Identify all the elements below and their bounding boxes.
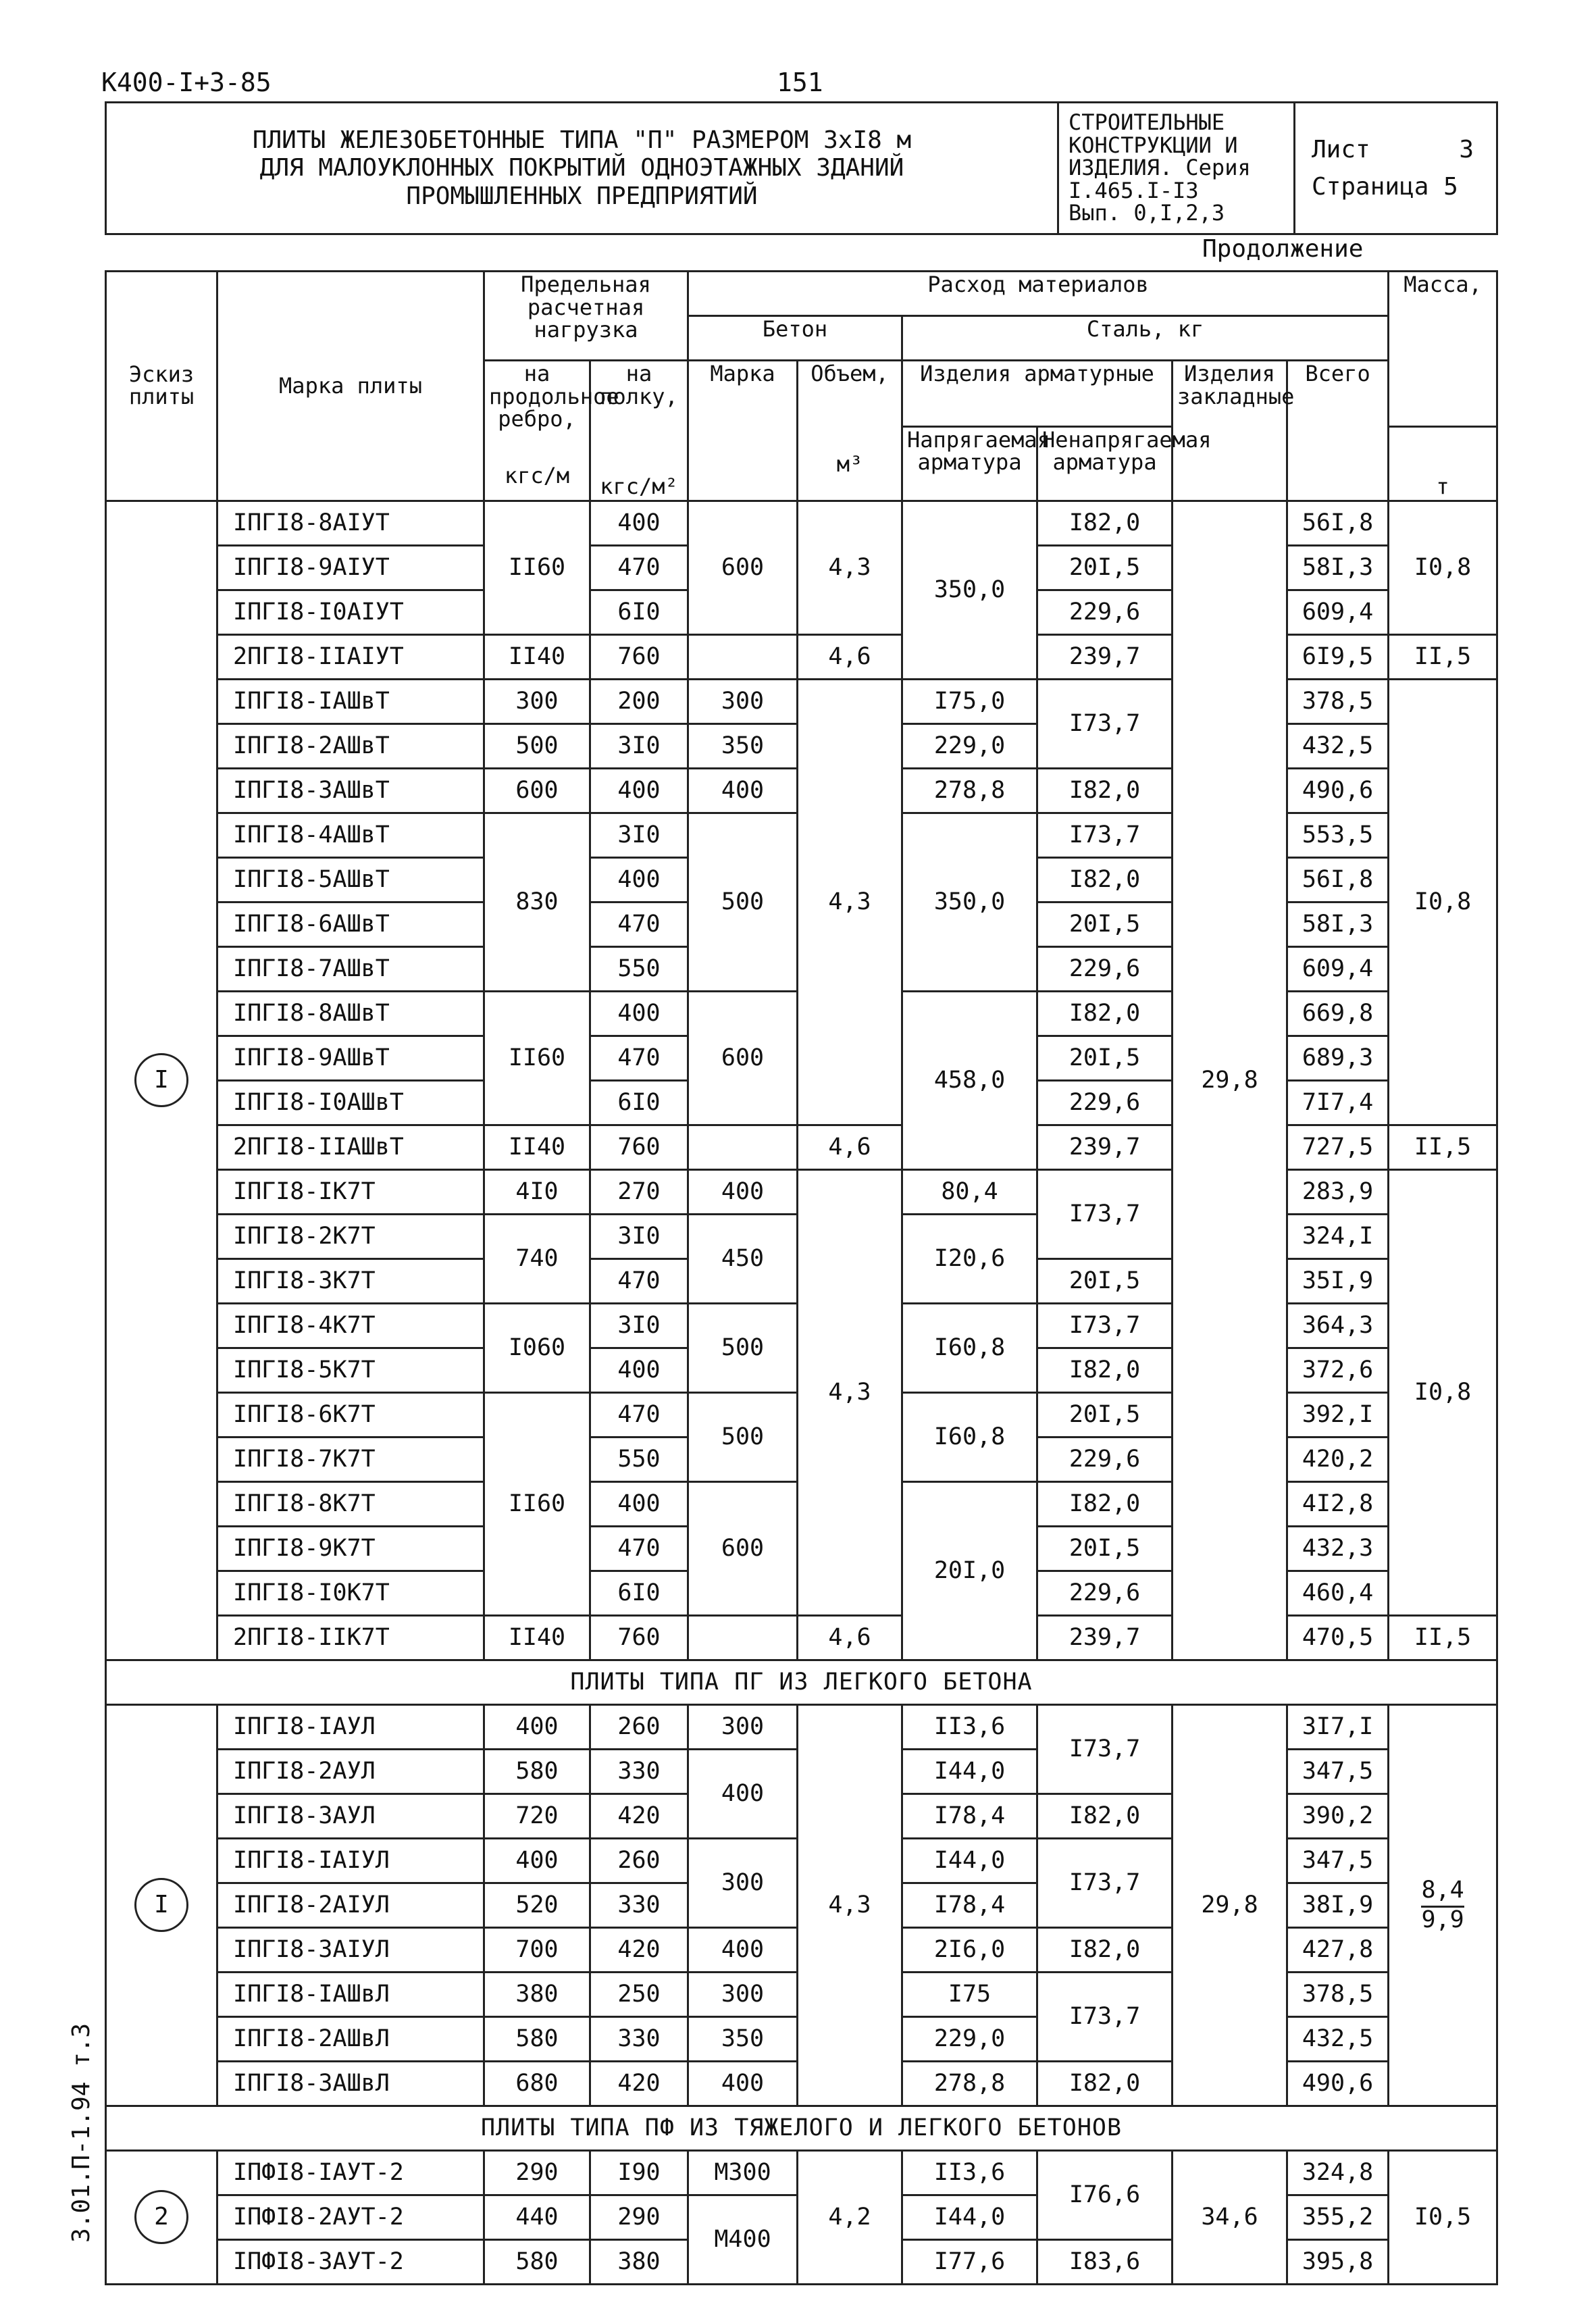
- cell-shelf: 200: [590, 679, 688, 723]
- table-row: [106, 1704, 1497, 1749]
- col-mark: Марка плиты: [217, 272, 484, 501]
- cell-pre: 2I6,0: [902, 1927, 1037, 1972]
- cell-grade: М300: [688, 2150, 798, 2195]
- cell-pre: I44,0: [902, 2195, 1037, 2239]
- sketch-number-icon: I: [134, 1878, 188, 1932]
- cell-shelf: 420: [590, 1794, 688, 1838]
- document-title: [106, 103, 1058, 234]
- page-number: 151: [777, 68, 823, 97]
- cell-shelf: 260: [590, 1704, 688, 1749]
- cell-rib: 300: [484, 679, 590, 723]
- cell-pre: I60,8: [902, 1303, 1037, 1392]
- cell-non: 20I,5: [1037, 1392, 1173, 1437]
- cell-rib: II40: [484, 634, 590, 679]
- table-row: [106, 679, 1497, 723]
- cell-pre: II3,6: [902, 1704, 1037, 1749]
- mass-value-bottom: 9,9: [1421, 1906, 1464, 1933]
- cell-shelf: 250: [590, 1972, 688, 2016]
- cell-rib: II60: [484, 501, 590, 634]
- cell-total: 609,4: [1287, 946, 1389, 991]
- plate-mark: IПФI8-IАУТ-2: [217, 2150, 484, 2195]
- col-concrete: Бетон: [688, 316, 902, 361]
- cell-pre: II3,6: [902, 2150, 1037, 2195]
- cell-rib: 740: [484, 1214, 590, 1303]
- cell-non: I82,0: [1037, 1927, 1173, 1972]
- cell-total: 58I,3: [1287, 902, 1389, 946]
- cell-total: 347,5: [1287, 1749, 1389, 1794]
- col-embedded: Изделия закладные: [1173, 361, 1287, 501]
- cell-pre: 350,0: [902, 501, 1037, 679]
- cell-pre: 229,0: [902, 2016, 1037, 2061]
- cell-total: 372,6: [1287, 1348, 1389, 1392]
- cell-shelf: 420: [590, 2061, 688, 2106]
- cell-rib: II40: [484, 1615, 590, 1660]
- cell-rib: 680: [484, 2061, 590, 2106]
- cell-pre: I44,0: [902, 1749, 1037, 1794]
- cell-non: 20I,5: [1037, 545, 1173, 590]
- cell-grade: 400: [688, 1169, 798, 1214]
- cell-rib: 580: [484, 2016, 590, 2061]
- table-row: [106, 1125, 1497, 1169]
- cell-pre: I60,8: [902, 1392, 1037, 1481]
- cell-grade: 600: [688, 991, 798, 1125]
- plate-mark: IПГI8-3АIУЛ: [217, 1927, 484, 1972]
- mass-value-top: 8,4: [1421, 1878, 1464, 1908]
- concrete-volume-label: Объем,: [810, 361, 889, 386]
- plate-mark: IПГI8-I0АIУТ: [217, 590, 484, 634]
- plate-mark: IПФI8-2АУТ-2: [217, 2195, 484, 2239]
- cell-total: 7I7,4: [1287, 1080, 1389, 1125]
- cell-non: I82,0: [1037, 768, 1173, 813]
- cell-total: 38I,9: [1287, 1883, 1389, 1927]
- cell-rib: II60: [484, 1392, 590, 1615]
- cell-pre: 458,0: [902, 991, 1037, 1169]
- sketch-number-icon: 2: [134, 2190, 188, 2244]
- plate-mark: IПГI8-IАШвТ: [217, 679, 484, 723]
- plate-mark: IПГI8-3АУЛ: [217, 1794, 484, 1838]
- cell-shelf: I90: [590, 2150, 688, 2195]
- plate-mark: IПГI8-7К7Т: [217, 1437, 484, 1481]
- cell-shelf: 6I0: [590, 590, 688, 634]
- cell-grade: 300: [688, 1838, 798, 1927]
- plate-mark: IПГI8-7АШвТ: [217, 946, 484, 991]
- col-load-shelf: [590, 361, 688, 501]
- cell-grade: 300: [688, 1972, 798, 2016]
- title-block: [105, 101, 1498, 235]
- cell-vol: 4,6: [798, 1125, 902, 1169]
- cell-pre: 80,4: [902, 1169, 1037, 1214]
- cell-total: 378,5: [1287, 679, 1389, 723]
- cell-total: 392,I: [1287, 1392, 1389, 1437]
- cell-rib: II40: [484, 1125, 590, 1169]
- cell-embedded: 29,8: [1173, 1704, 1287, 2106]
- cell-shelf: 470: [590, 545, 688, 590]
- cell-rib: 500: [484, 723, 590, 768]
- cell-rib: I060: [484, 1303, 590, 1392]
- sketch-cell: [106, 501, 217, 1660]
- sketch-cell: [106, 1704, 217, 2106]
- plate-mark: IПГI8-5К7Т: [217, 1348, 484, 1392]
- cell-shelf: 3I0: [590, 813, 688, 857]
- cell-non: I73,7: [1037, 1972, 1173, 2061]
- cell-shelf: 400: [590, 1481, 688, 1526]
- cell-total: 490,6: [1287, 768, 1389, 813]
- cell-grade: 350: [688, 723, 798, 768]
- cell-non: 20I,5: [1037, 1036, 1173, 1080]
- cell-non: 20I,5: [1037, 1526, 1173, 1571]
- table-row: [106, 501, 1497, 545]
- cell-shelf: 400: [590, 857, 688, 902]
- plate-mark: IПГI8-I0К7Т: [217, 1571, 484, 1615]
- cell-shelf: 380: [590, 2239, 688, 2284]
- cell-non: 239,7: [1037, 634, 1173, 679]
- cell-vol: 4,3: [798, 1169, 902, 1615]
- sheet-info: [1295, 103, 1497, 234]
- cell-pre: I78,4: [902, 1794, 1037, 1838]
- cell-shelf: 760: [590, 1615, 688, 1660]
- cell-non: 20I,5: [1037, 1258, 1173, 1303]
- cell-vol: 4,2: [798, 2150, 902, 2284]
- cell-vol: 4,6: [798, 1615, 902, 1660]
- cell-mass: I0,8: [1389, 501, 1497, 634]
- cell-rib: 400: [484, 1704, 590, 1749]
- section-heading: ПЛИТЫ ТИПА ПФ ИЗ ТЯЖЕЛОГО И ЛЕГКОГО БЕТОНОВ: [106, 2106, 1497, 2150]
- col-load-group: Предельная расчетная нагрузка: [484, 272, 688, 361]
- cell-rib: 290: [484, 2150, 590, 2195]
- plate-mark: 2ПГI8-IIАШвТ: [217, 1125, 484, 1169]
- col-prestressed: Напрягаемая арматура: [902, 426, 1037, 501]
- col-mass-unit: т: [1389, 426, 1497, 501]
- cell-rib: 580: [484, 2239, 590, 2284]
- cell-grade: 300: [688, 679, 798, 723]
- cell-vol: 4,3: [798, 1704, 902, 2106]
- plate-mark: IПГI8-2АШвЛ: [217, 2016, 484, 2061]
- plate-mark: IПГI8-3АШвТ: [217, 768, 484, 813]
- col-concrete-grade: Марка: [688, 361, 798, 501]
- cell-rib: 600: [484, 768, 590, 813]
- cell-shelf: 470: [590, 1036, 688, 1080]
- cell-shelf: 400: [590, 768, 688, 813]
- table-row: [106, 634, 1497, 679]
- section-heading: ПЛИТЫ ТИПА ПГ ИЗ ЛЕГКОГО БЕТОНА: [106, 1660, 1497, 1704]
- cell-grade: 450: [688, 1214, 798, 1303]
- cell-pre: I77,6: [902, 2239, 1037, 2284]
- cell-non: I82,0: [1037, 1481, 1173, 1526]
- cell-mass: I0,8: [1389, 679, 1497, 1125]
- load-rib-unit: кгс/м: [504, 462, 570, 488]
- cell-shelf: 6I0: [590, 1571, 688, 1615]
- cell-pre: I75: [902, 1972, 1037, 2016]
- col-total: Всего: [1287, 361, 1389, 501]
- cell-rib: 700: [484, 1927, 590, 1972]
- cell-pre: I20,6: [902, 1214, 1037, 1303]
- cell-grade: [688, 1125, 798, 1169]
- plate-mark: IПГI8-I0АШвТ: [217, 1080, 484, 1125]
- cell-grade: М400: [688, 2195, 798, 2284]
- cell-total: 364,3: [1287, 1303, 1389, 1348]
- plate-mark: IПГI8-4АШвТ: [217, 813, 484, 857]
- cell-grade: 400: [688, 768, 798, 813]
- cell-non: I83,6: [1037, 2239, 1173, 2284]
- col-concrete-volume: [798, 361, 902, 501]
- cell-total: 283,9: [1287, 1169, 1389, 1214]
- plate-mark: IПГI8-IК7Т: [217, 1169, 484, 1214]
- table-row: [106, 1615, 1497, 1660]
- plate-mark: IПГI8-IАУЛ: [217, 1704, 484, 1749]
- plate-mark: IПГI8-3АШвЛ: [217, 2061, 484, 2106]
- concrete-volume-unit: м³: [836, 451, 863, 477]
- cell-vol: 4,3: [798, 501, 902, 634]
- plate-mark: IПГI8-4К7Т: [217, 1303, 484, 1348]
- cell-pre: 20I,0: [902, 1481, 1037, 1660]
- cell-shelf: 400: [590, 991, 688, 1036]
- plate-mark: IПГI8-6К7Т: [217, 1392, 484, 1437]
- cell-shelf: 470: [590, 1526, 688, 1571]
- cell-non: I73,7: [1037, 1303, 1173, 1348]
- plate-mark: IПГI8-IАШвЛ: [217, 1972, 484, 2016]
- cell-rib: 400: [484, 1838, 590, 1883]
- cell-non: 20I,5: [1037, 902, 1173, 946]
- plate-mark: IПГI8-6АШвТ: [217, 902, 484, 946]
- cell-total: 324,I: [1287, 1214, 1389, 1258]
- cell-total: 395,8: [1287, 2239, 1389, 2284]
- cell-non: I73,7: [1037, 1169, 1173, 1258]
- cell-total: 420,2: [1287, 1437, 1389, 1481]
- sketch-cell: [106, 2150, 217, 2284]
- cell-shelf: 420: [590, 1927, 688, 1972]
- cell-pre: 278,8: [902, 2061, 1037, 2106]
- series-line: СТРОИТЕЛЬНЫЕ: [1069, 109, 1225, 136]
- cell-shelf: 290: [590, 2195, 688, 2239]
- load-shelf-label: на полку,: [600, 361, 678, 409]
- col-reinforcement: Изделия арматурные: [902, 361, 1173, 427]
- cell-rib: 580: [484, 1749, 590, 1794]
- cell-vol: 4,3: [798, 679, 902, 1125]
- cell-shelf: 3I0: [590, 723, 688, 768]
- col-nonprestressed: Ненапрягаемая арматура: [1037, 426, 1173, 501]
- cell-total: 432,3: [1287, 1526, 1389, 1571]
- cell-total: 378,5: [1287, 1972, 1389, 2016]
- cell-non: I82,0: [1037, 991, 1173, 1036]
- cell-total: 432,5: [1287, 723, 1389, 768]
- cell-grade: 400: [688, 1927, 798, 1972]
- cell-total: 669,8: [1287, 991, 1389, 1036]
- plate-mark: IПГI8-8К7Т: [217, 1481, 484, 1526]
- plate-mark: IПФI8-3АУТ-2: [217, 2239, 484, 2284]
- cell-total: 355,2: [1287, 2195, 1389, 2239]
- load-rib-label: на продольное ребро,: [489, 361, 619, 432]
- cell-total: 432,5: [1287, 2016, 1389, 2061]
- cell-total: 460,4: [1287, 1571, 1389, 1615]
- cell-shelf: 260: [590, 1838, 688, 1883]
- sheet-label: Лист: [1312, 135, 1370, 163]
- cell-total: 4I2,8: [1287, 1481, 1389, 1526]
- cell-grade: 300: [688, 1704, 798, 1749]
- document-code: К400-I+3-85: [101, 68, 272, 97]
- cell-shelf: 330: [590, 1749, 688, 1794]
- cell-total: 6I9,5: [1287, 634, 1389, 679]
- cell-mass: I0,5: [1389, 2150, 1497, 2284]
- title-line: ДЛЯ МАЛОУКЛОННЫХ ПОКРЫТИЙ ОДНОЭТАЖНЫХ ЗДАНИЙ: [259, 154, 904, 182]
- cell-non: I73,7: [1037, 1838, 1173, 1927]
- cell-total: 35I,9: [1287, 1258, 1389, 1303]
- cell-total: 324,8: [1287, 2150, 1389, 2195]
- cell-shelf: 330: [590, 2016, 688, 2061]
- cell-total: 58I,3: [1287, 545, 1389, 590]
- cell-total: 470,5: [1287, 1615, 1389, 1660]
- cell-shelf: 470: [590, 1258, 688, 1303]
- cell-grade: 350: [688, 2016, 798, 2061]
- col-load-rib: [484, 361, 619, 501]
- col-steel: Сталь, кг: [902, 316, 1389, 361]
- plate-mark: 2ПГI8-IIАIУТ: [217, 634, 484, 679]
- cell-shelf: 760: [590, 1125, 688, 1169]
- cell-grade: 500: [688, 1303, 798, 1392]
- cell-rib: II60: [484, 991, 590, 1125]
- cell-pre: 278,8: [902, 768, 1037, 813]
- cell-total: 56I,8: [1287, 501, 1389, 545]
- plate-mark: IПГI8-9К7Т: [217, 1526, 484, 1571]
- cell-grade: 400: [688, 2061, 798, 2106]
- plate-mark: IПГI8-2К7Т: [217, 1214, 484, 1258]
- cell-total: 390,2: [1287, 1794, 1389, 1838]
- cell-mass: II,5: [1389, 634, 1497, 679]
- col-sketch: Эскиз плиты: [106, 272, 217, 501]
- series-info: [1058, 103, 1295, 234]
- col-materials: Расход материалов: [688, 272, 1389, 316]
- cell-grade: 500: [688, 1392, 798, 1481]
- cell-shelf: 470: [590, 902, 688, 946]
- cell-grade: 600: [688, 1481, 798, 1615]
- cell-mass: II,5: [1389, 1125, 1497, 1169]
- cell-mass: I0,8: [1389, 1169, 1497, 1615]
- plate-mark: IПГI8-9АШвТ: [217, 1036, 484, 1080]
- cell-total: 609,4: [1287, 590, 1389, 634]
- cell-total: 553,5: [1287, 813, 1389, 857]
- cell-shelf: 760: [590, 634, 688, 679]
- cell-non: I73,7: [1037, 679, 1173, 768]
- cell-shelf: 470: [590, 1392, 688, 1437]
- series-line: Вып. 0,I,2,3: [1069, 200, 1225, 226]
- cell-non: I73,7: [1037, 1704, 1173, 1794]
- plate-mark: IПГI8-8АШвТ: [217, 991, 484, 1036]
- cell-total: 689,3: [1287, 1036, 1389, 1080]
- cell-non: I82,0: [1037, 501, 1173, 545]
- cell-vol: 4,6: [798, 634, 902, 679]
- cell-shelf: 550: [590, 1437, 688, 1481]
- continuation-label: Продолжение: [1202, 235, 1364, 263]
- cell-non: I82,0: [1037, 1794, 1173, 1838]
- cell-non: 229,6: [1037, 590, 1173, 634]
- side-archive-code: 3.01.П-1.94 т.3: [68, 2023, 95, 2243]
- cell-mass: [1389, 1704, 1497, 2106]
- cell-total: 56I,8: [1287, 857, 1389, 902]
- cell-non: 239,7: [1037, 1615, 1173, 1660]
- cell-non: I76,6: [1037, 2150, 1173, 2239]
- cell-pre: I44,0: [902, 1838, 1037, 1883]
- cell-pre: 350,0: [902, 813, 1037, 991]
- cell-pre: I78,4: [902, 1883, 1037, 1927]
- cell-pre: 229,0: [902, 723, 1037, 768]
- plate-mark: 2ПГI8-IIК7Т: [217, 1615, 484, 1660]
- cell-grade: [688, 1615, 798, 1660]
- title-line: ПРОМЫШЛЕННЫХ ПРЕДПРИЯТИЙ: [406, 182, 758, 210]
- cell-pre: I75,0: [902, 679, 1037, 723]
- cell-non: I73,7: [1037, 813, 1173, 857]
- cell-non: 229,6: [1037, 946, 1173, 991]
- cell-total: 427,8: [1287, 1927, 1389, 1972]
- plate-mark: IПГI8-2АIУЛ: [217, 1883, 484, 1927]
- cell-shelf: 6I0: [590, 1080, 688, 1125]
- series-line: ИЗДЕЛИЯ. Серия: [1069, 155, 1251, 181]
- plate-mark: IПГI8-8АIУТ: [217, 501, 484, 545]
- page-label: Страница 5: [1312, 173, 1458, 201]
- cell-non: 229,6: [1037, 1080, 1173, 1125]
- table-row: [106, 2150, 1497, 2195]
- cell-grade: 400: [688, 1749, 798, 1838]
- table-row: [106, 1169, 1497, 1214]
- cell-total: 727,5: [1287, 1125, 1389, 1169]
- cell-rib: 4I0: [484, 1169, 590, 1214]
- cell-rib: 380: [484, 1972, 590, 2016]
- cell-non: I82,0: [1037, 2061, 1173, 2106]
- cell-grade: 500: [688, 813, 798, 991]
- cell-rib: 830: [484, 813, 590, 991]
- plate-mark: IПГI8-3К7Т: [217, 1258, 484, 1303]
- sketch-number-icon: I: [134, 1053, 188, 1107]
- title-line: ПЛИТЫ ЖЕЛЕЗОБЕТОННЫЕ ТИПА "П" РАЗМЕРОМ 3хI8 м: [252, 126, 912, 154]
- cell-non: I82,0: [1037, 1348, 1173, 1392]
- plate-mark: IПГI8-IАIУЛ: [217, 1838, 484, 1883]
- cell-non: 229,6: [1037, 1571, 1173, 1615]
- plate-mark: IПГI8-5АШвТ: [217, 857, 484, 902]
- plate-mark: IПГI8-9АIУТ: [217, 545, 484, 590]
- cell-shelf: 330: [590, 1883, 688, 1927]
- cell-grade: 600: [688, 501, 798, 634]
- cell-total: 490,6: [1287, 2061, 1389, 2106]
- cell-embedded: 34,6: [1173, 2150, 1287, 2284]
- cell-shelf: 270: [590, 1169, 688, 1214]
- cell-shelf: 400: [590, 501, 688, 545]
- cell-non: I82,0: [1037, 857, 1173, 902]
- cell-embedded: 29,8: [1173, 501, 1287, 1660]
- series-line: I.465.I-I3: [1069, 177, 1199, 203]
- plate-mark: IПГI8-2АШвТ: [217, 723, 484, 768]
- col-mass: Масса,: [1389, 272, 1497, 427]
- load-shelf-unit: кгс/м²: [600, 474, 678, 500]
- cell-shelf: 550: [590, 946, 688, 991]
- cell-shelf: 3I0: [590, 1214, 688, 1258]
- series-line: КОНСТРУКЦИИ И: [1069, 132, 1238, 158]
- cell-non: 239,7: [1037, 1125, 1173, 1169]
- cell-total: 3I7,I: [1287, 1704, 1389, 1749]
- cell-non: 229,6: [1037, 1437, 1173, 1481]
- materials-table: [105, 270, 1498, 2285]
- cell-rib: 440: [484, 2195, 590, 2239]
- cell-shelf: 3I0: [590, 1303, 688, 1348]
- cell-rib: 720: [484, 1794, 590, 1838]
- cell-rib: 520: [484, 1883, 590, 1927]
- plate-mark: IПГI8-2АУЛ: [217, 1749, 484, 1794]
- cell-grade: [688, 634, 798, 679]
- cell-shelf: 400: [590, 1348, 688, 1392]
- sheet-value: 3: [1459, 135, 1474, 163]
- cell-total: 347,5: [1287, 1838, 1389, 1883]
- cell-mass: II,5: [1389, 1615, 1497, 1660]
